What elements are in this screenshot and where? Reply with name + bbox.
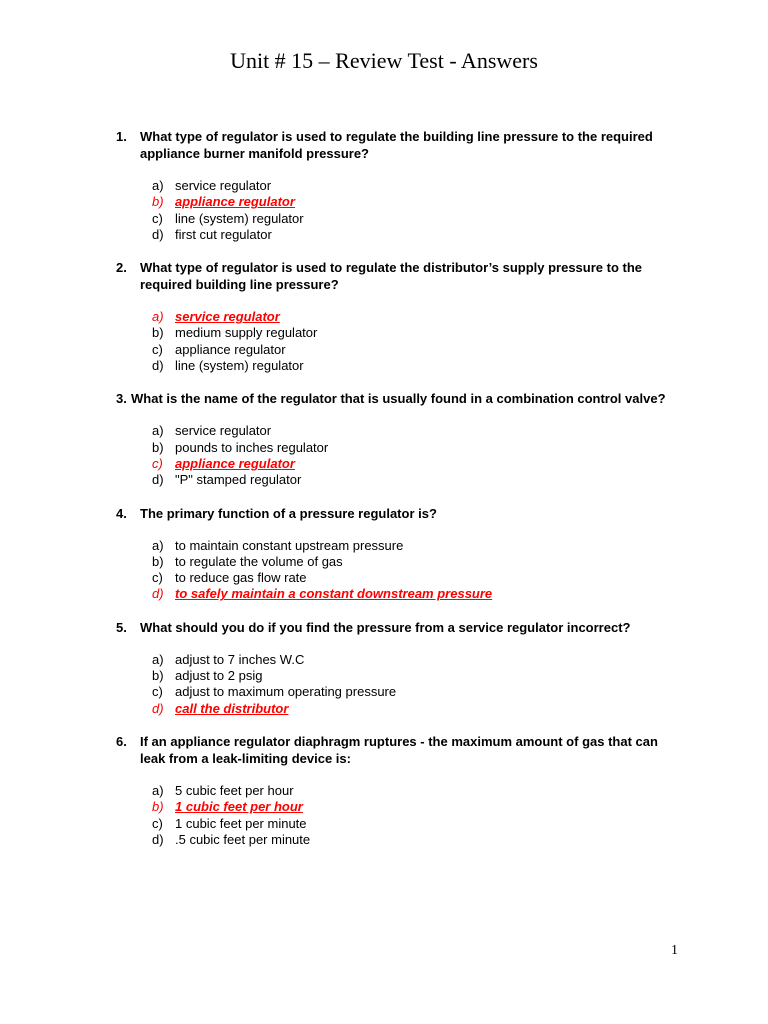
option-text: 1 cubic feet per hour [175, 799, 303, 815]
question-1 [116, 128, 676, 243]
question-4-prompt [116, 505, 676, 522]
question-4-options [116, 538, 676, 603]
question-2-prompt [116, 259, 676, 293]
option-text: adjust to maximum operating pressure [175, 684, 397, 700]
option-letter: b) [152, 194, 164, 210]
option-letter: d) [152, 358, 164, 374]
question-1-option-a [152, 178, 676, 194]
question-3-options [116, 423, 676, 488]
question-6-prompt [116, 733, 676, 767]
option-text: to maintain constant upstream pressure [175, 537, 404, 553]
question-3-option-d [152, 472, 676, 488]
question-6-option-c [152, 816, 676, 832]
question-1-text: What type of regulator is used to regulate the building line pressure to the required appliance burner manifold pressure? [140, 129, 653, 161]
question-5-option-c [152, 684, 676, 700]
question-1-option-d [152, 227, 676, 243]
option-text: line (system) regulator [175, 358, 304, 374]
option-text: appliance regulator [175, 341, 286, 357]
question-1-option-b-correct-answer [152, 194, 676, 210]
question-1-option-c [152, 211, 676, 227]
option-letter: c) [152, 455, 163, 471]
question-2-option-c [152, 342, 676, 358]
option-letter: c) [152, 341, 163, 357]
question-3-number: 3. [116, 391, 127, 407]
question-2-number: 2. [116, 260, 127, 276]
question-4-text: The primary function of a pressure regulator is? [140, 505, 437, 521]
option-letter: a) [152, 651, 164, 667]
question-3-text: What is the name of the regulator that is usually found in a combination control valve? [131, 391, 666, 407]
option-text: service regulator [175, 178, 272, 193]
option-text: appliance regulator [175, 455, 295, 471]
question-5-prompt [116, 619, 676, 636]
question-6 [116, 733, 676, 848]
question-2-option-b [152, 325, 676, 341]
question-6-option-d [152, 832, 676, 848]
question-6-option-b-correct-answer [152, 799, 676, 815]
option-text: .5 cubic feet per minute [175, 831, 311, 847]
question-5 [116, 619, 676, 717]
option-letter: c) [152, 210, 163, 226]
option-letter: a) [152, 782, 164, 798]
question-4-option-d-correct-answer [152, 586, 676, 602]
option-letter: c) [152, 684, 163, 700]
option-letter: b) [152, 799, 164, 815]
question-6-option-a [152, 783, 676, 799]
question-2-option-d [152, 358, 676, 374]
option-text: "P" stamped regulator [175, 472, 302, 488]
question-3-option-a [152, 423, 676, 439]
option-text: service regulator [175, 309, 280, 325]
option-text: adjust to 7 inches W.C [175, 651, 305, 667]
option-text: to regulate the volume of gas [175, 553, 343, 569]
question-2-options [116, 309, 676, 374]
question-5-options [116, 652, 676, 717]
option-letter: d) [152, 226, 164, 242]
page-title: Unit # 15 – Review Test - Answers [230, 48, 538, 73]
option-letter: a) [152, 537, 164, 553]
page-number: 1 [671, 943, 678, 958]
option-letter: d) [152, 586, 164, 602]
option-text: line (system) regulator [175, 210, 304, 226]
question-5-option-d-correct-answer [152, 701, 676, 717]
option-letter: a) [152, 178, 164, 193]
question-3 [116, 390, 676, 488]
question-6-text: If an appliance regulator diaphragm ruptures - the maximum amount of gas that can leak from a leak-limiting device is: [140, 733, 658, 766]
option-letter: b) [152, 668, 164, 684]
question-1-prompt [116, 128, 676, 162]
question-5-option-a [152, 652, 676, 668]
option-letter: b) [152, 553, 164, 569]
option-letter: b) [152, 439, 164, 455]
option-text: pounds to inches regulator [175, 439, 329, 455]
option-letter: b) [152, 325, 164, 341]
option-letter: a) [152, 423, 164, 439]
option-letter: a) [152, 309, 164, 325]
option-text: 1 cubic feet per minute [175, 815, 307, 831]
option-text: call the distributor [175, 700, 289, 716]
option-letter: d) [152, 472, 164, 488]
option-text: medium supply regulator [175, 325, 318, 341]
question-3-prompt [116, 390, 676, 407]
option-text: first cut regulator [175, 226, 272, 242]
question-5-number: 5. [116, 619, 127, 635]
question-1-number: 1. [116, 129, 127, 144]
option-text: adjust to 2 psig [175, 668, 263, 684]
option-letter: d) [152, 831, 164, 847]
question-5-option-b [152, 668, 676, 684]
question-3-option-c-correct-answer [152, 456, 676, 472]
question-2-text: What type of regulator is used to regulate the distributor’s supply pressure to the required building line pressure? [140, 260, 643, 293]
question-5-text: What should you do if you find the pressure from a service regulator incorrect? [140, 619, 631, 635]
option-letter: d) [152, 700, 164, 716]
question-4 [116, 505, 676, 603]
question-6-options [116, 783, 676, 848]
option-text: to reduce gas flow rate [175, 570, 307, 586]
question-2 [116, 259, 676, 374]
question-4-option-b [152, 554, 676, 570]
question-4-option-c [152, 570, 676, 586]
question-6-number: 6. [116, 733, 127, 749]
option-text: to safely maintain a constant downstream pressure [175, 586, 493, 602]
option-text: appliance regulator [175, 194, 295, 210]
option-letter: c) [152, 570, 163, 586]
option-text: service regulator [175, 423, 272, 439]
question-1-options [116, 178, 676, 243]
question-2-option-a-correct-answer [152, 309, 676, 325]
question-list [116, 128, 676, 864]
question-3-option-b [152, 440, 676, 456]
question-4-number: 4. [116, 505, 127, 521]
option-letter: c) [152, 815, 163, 831]
question-4-option-a [152, 538, 676, 554]
option-text: 5 cubic feet per hour [175, 782, 294, 798]
